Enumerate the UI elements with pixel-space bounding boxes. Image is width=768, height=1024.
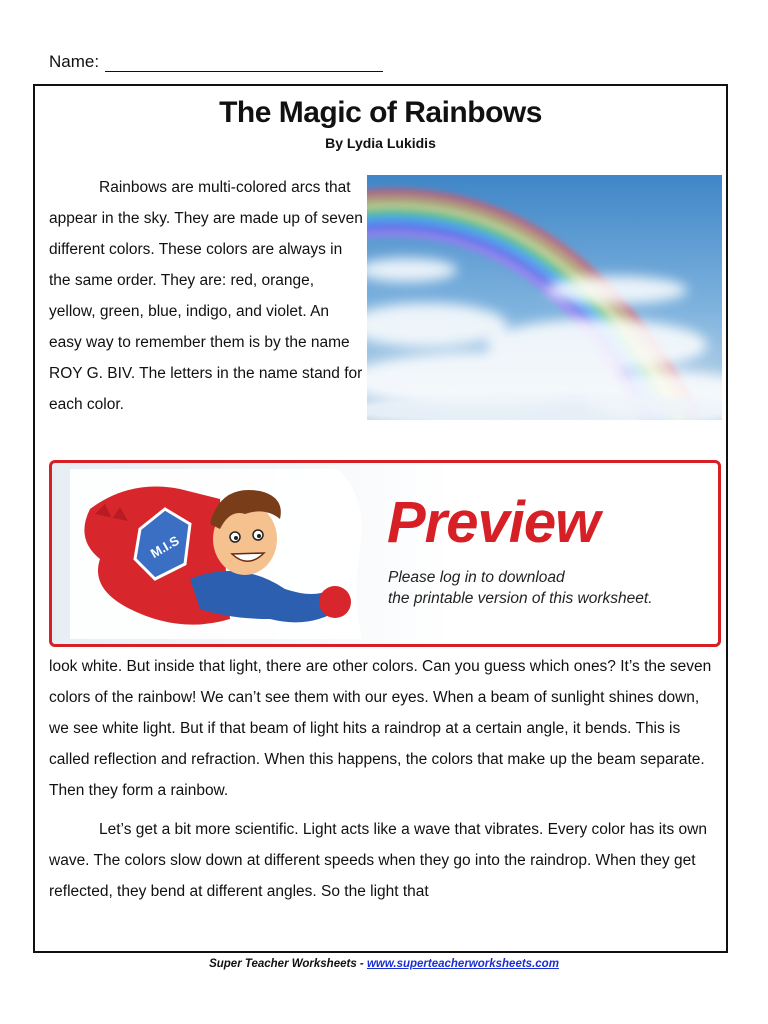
intro-text: Rainbows are multi-colored arcs that appear in the sky. They are made up of seven different colors. These colors are always in the same order. They are: red, orange, yellow, green, blue, indigo, and violet. An easy way to remember them is by the name ROY G. BIV. The letters in the name stand for each color. (49, 179, 363, 413)
name-label: Name: (49, 52, 100, 71)
name-field-line (49, 52, 383, 72)
preview-instructions (388, 567, 653, 609)
name-blank (105, 57, 383, 72)
preview-line-1: Please log in to download (388, 569, 565, 586)
article-body (49, 651, 721, 915)
footer-brand: Super Teacher Worksheets (209, 958, 357, 970)
body-paragraph-3: Let’s get a bit more scientific. Light acts like a wave that vibrates. Every color has its own wave. The colors slow down at different speeds when they go into the raindrop. When they get reflected, they bend at different angles. So the light that (49, 821, 707, 900)
footer-separator: - (356, 958, 367, 970)
page-footer (0, 958, 768, 970)
intro-paragraph (49, 172, 363, 420)
superhero-mascot-icon (70, 469, 370, 639)
worksheet-frame (33, 84, 728, 953)
preview-banner[interactable] (49, 460, 721, 647)
article-byline: By Lydia Lukidis (325, 135, 436, 151)
footer-link[interactable]: www.superteacherworksheets.com (366, 958, 559, 970)
preview-title: Preview (387, 490, 600, 555)
body-paragraph-2: look white. But inside that light, there are other colors. Can you guess which ones? It’s the seven colors of the rainbow! We can’t see them with our eyes. When a beam of sunlight shines down, we see white light. But if that beam of light hits a raindrop at a certain angle, it bends. This is called reflection and refraction. When this happens, the colors that make up the beam separate. Then they form a rainbow. (49, 658, 712, 799)
rainbow-photo (367, 175, 722, 420)
rainbow-sky-image (367, 175, 722, 420)
preview-line-2: the printable version of this worksheet. (388, 590, 653, 607)
badge-text: M.I.S (147, 532, 182, 561)
article-title: The Magic of Rainbows (219, 96, 542, 129)
